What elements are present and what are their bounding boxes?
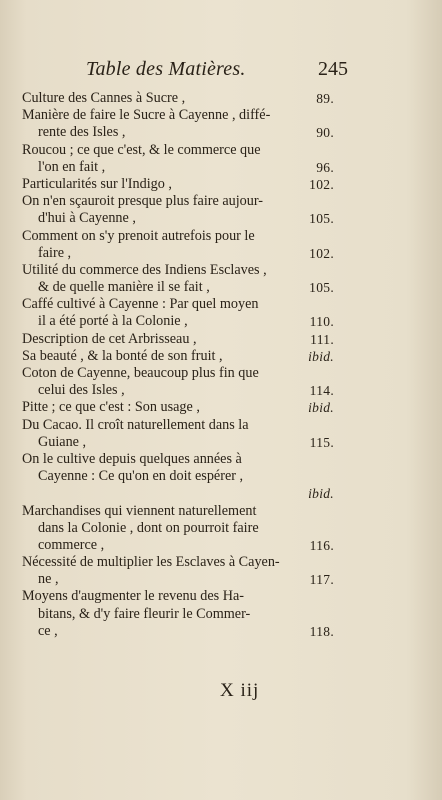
toc-entry	[22, 296, 334, 330]
toc-entry-line: Culture des Cannes à Sucre ,	[22, 90, 186, 106]
toc-entry	[22, 451, 334, 503]
toc-entry-line: On n'en sçauroit presque plus faire aujour-	[22, 193, 264, 210]
toc-entry-line: celui des Isles ,	[38, 382, 125, 399]
toc-entry-page: 118.	[309, 623, 334, 639]
toc-entry-page: ibid.	[308, 486, 334, 502]
toc-entry-page: 90.	[316, 125, 334, 141]
toc-entry-line: Sa beauté , & la bonté de son fruit ,	[22, 347, 223, 364]
toc-entry-page: 105.	[309, 280, 334, 296]
toc-entry-line: Coton de Cayenne, beaucoup plus fin que	[22, 365, 259, 381]
toc-entry-page: 105.	[309, 211, 334, 227]
toc-entry	[22, 588, 334, 640]
toc-entry-line: Particularités sur l'Indigo ,	[22, 175, 172, 192]
toc-entry-page: 114.	[309, 383, 334, 399]
toc-entry-line: Marchandises qui viennent naturellement	[22, 502, 257, 519]
toc-entry-line: Cayenne : Ce qu'on en doit espérer ,	[38, 468, 244, 485]
toc-entry-page: 110.	[309, 314, 334, 330]
toc-entry-line	[22, 485, 334, 502]
toc-entry-page: 117.	[309, 572, 334, 588]
toc-entry-page: 115.	[309, 434, 334, 450]
page-number: 245	[318, 58, 348, 80]
toc-entry	[22, 142, 334, 176]
toc-entry	[22, 399, 334, 416]
toc-entry-line: rente des Isles ,	[38, 124, 126, 141]
toc-entry-page: 102.	[309, 245, 334, 261]
toc-entry-page: 89.	[316, 90, 334, 106]
toc-entry	[22, 228, 334, 262]
toc-entry-line: commerce ,	[38, 536, 105, 553]
toc-entry-line: bitans, & d'y faire fleurir le Commer-	[38, 605, 251, 622]
toc-entry-line: Manière de faire le Sucre à Cayenne , diffé-	[22, 107, 271, 124]
toc-entry-line: ne ,	[38, 571, 59, 588]
toc-entry-page: 111.	[310, 331, 334, 347]
signature-mark: X iij	[220, 680, 260, 701]
toc-entry-line: ce ,	[38, 622, 58, 639]
toc-entry	[22, 262, 334, 296]
toc-entry-page: 96.	[316, 159, 334, 175]
toc-entry-line: Du Cacao. Il croît naturellement dans la	[22, 416, 249, 433]
toc-entry-page: ibid.	[308, 400, 334, 416]
toc-entry	[22, 365, 334, 399]
toc-entry	[22, 90, 334, 107]
toc-entry-page: 116.	[309, 537, 334, 553]
page-header	[86, 58, 348, 88]
running-title: Table des Matières.	[86, 58, 246, 80]
toc-entry-line: Utilité du commerce des Indiens Esclaves ,	[22, 261, 267, 278]
toc-entry-line: d'hui à Cayenne ,	[38, 210, 136, 227]
toc-entry-line: Moyens d'augmenter le revenu des Ha-	[22, 588, 244, 605]
toc-entry-line: Comment on s'y prenoit autrefois pour le	[22, 227, 255, 244]
toc-entry-line: dans la Colonie , dont on pourroit faire	[38, 519, 259, 536]
toc-entry-line: Guiane ,	[38, 433, 87, 450]
toc-entry	[22, 331, 334, 348]
toc-entry-line: Description de cet Arbrisseau ,	[22, 330, 197, 347]
table-of-contents-list	[22, 90, 334, 640]
toc-entry-page: ibid.	[308, 348, 334, 364]
toc-entry-line: & de quelle manière il se fait ,	[38, 279, 210, 296]
toc-entry	[22, 417, 334, 451]
toc-entry-line: Nécessité de multiplier les Esclaves à Cayen-	[22, 554, 280, 571]
toc-entry	[22, 176, 334, 193]
toc-entry-line: l'on en fait ,	[38, 158, 106, 175]
toc-entry	[22, 107, 334, 141]
toc-entry-line: Roucou ; ce que c'est, & le commerce que	[22, 141, 261, 158]
toc-entry-line: faire ,	[38, 244, 72, 261]
toc-entry-line: Pitte ; ce que c'est : Son usage ,	[22, 399, 200, 416]
toc-entry-line: il a été porté à la Colonie ,	[38, 313, 188, 330]
toc-entry-line: Caffé cultivé à Cayenne : Par quel moyen	[22, 296, 259, 313]
toc-entry	[22, 193, 334, 227]
toc-entry	[22, 554, 334, 588]
toc-entry	[22, 503, 334, 555]
toc-entry	[22, 348, 334, 365]
toc-entry-page: 102.	[309, 176, 334, 192]
toc-entry-line: On le cultive depuis quelques années à	[22, 450, 242, 467]
